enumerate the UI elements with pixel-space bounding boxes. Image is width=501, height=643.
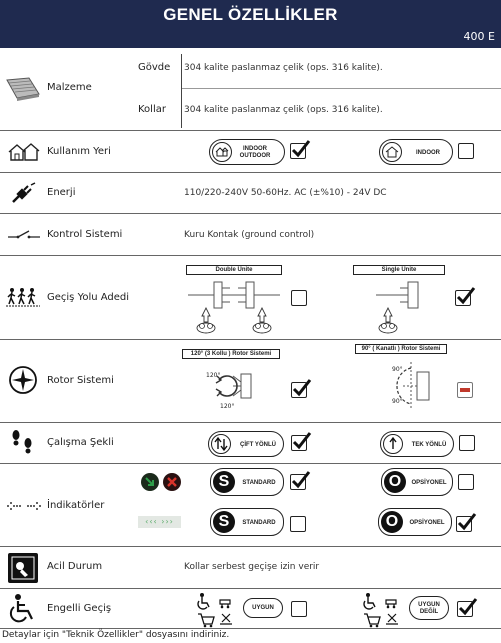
tek-yonlu-text: TEK YÖNLÜ: [411, 442, 447, 448]
single-unite-diagram: [368, 278, 438, 334]
uygun-checkbox[interactable]: [291, 601, 307, 617]
rotor-120-caption: 120° (3 Kollu ) Rotor Sistemi: [182, 349, 280, 359]
opsiyonel-text-1: OPSİYONEL: [411, 480, 447, 486]
standard-2-checkbox[interactable]: [290, 516, 306, 532]
single-unite-checkbox[interactable]: [455, 290, 471, 306]
led-arrow-display: ‹‹‹ ›››: [138, 516, 181, 528]
tek-yonlu-badge: [380, 431, 454, 457]
indoor-outdoor-icon: [212, 142, 232, 162]
row-engelli: [0, 589, 501, 629]
calisma-label: Çalışma Şekli: [47, 437, 114, 448]
rotor-icon: [8, 365, 38, 395]
uygun-degil-checkbox[interactable]: [457, 601, 473, 617]
model-label: 400 E: [463, 30, 495, 43]
double-unite-caption: Double Ünite: [186, 265, 282, 275]
outdoor-text: OUTDOOR: [239, 153, 271, 159]
walking-people-icon: [6, 286, 40, 308]
kollar-value: 304 kalite paslanmaz çelik (ops. 316 kalite).: [184, 105, 383, 115]
malzeme-divider: [181, 54, 182, 128]
single-unite-caption: Single Ünite: [353, 265, 445, 275]
power-plug-icon: [9, 182, 37, 206]
indoor-only-text: INDOOR: [416, 150, 440, 156]
house-icon: [7, 141, 41, 163]
unidirectional-icon: [383, 434, 403, 454]
malzeme-inner-divider: [182, 88, 501, 89]
standard-badge-1: [210, 468, 284, 496]
govde-value: 304 kalite paslanmaz çelik (ops. 316 kalite).: [184, 63, 383, 73]
opsiyonel-text-2: OPSİYONEL: [409, 520, 445, 526]
row-calisma: [0, 423, 501, 464]
steel-sheet-icon: [5, 74, 41, 104]
row-rotor: [0, 340, 501, 423]
row-gecis: [0, 256, 501, 340]
kontrol-label: Kontrol Sistemi: [47, 229, 123, 240]
cift-yonlu-badge: [208, 431, 284, 457]
standard-letter-2: S: [213, 511, 235, 533]
row-kontrol: [0, 214, 501, 256]
rotor-120-angle-b: 120°: [220, 403, 235, 410]
indikator-label: İndikatörler: [47, 500, 105, 511]
indoor-outdoor-checkbox[interactable]: [290, 143, 306, 159]
enerji-label: Enerji: [47, 187, 76, 198]
row-indikator: [0, 464, 501, 547]
emergency-button-icon: [8, 553, 38, 583]
uygun-degil-text-b: DEĞİL: [419, 609, 439, 615]
kontrol-value: Kuru Kontak (ground control): [184, 230, 315, 240]
wheelchair-icon: [8, 593, 36, 623]
footer-note: Detaylar için "Teknik Özellikler" dosyasını indiriniz.: [2, 630, 230, 640]
double-unite-checkbox[interactable]: [291, 290, 307, 306]
opsiyonel-badge-2: [378, 508, 452, 536]
kullanim-label: Kullanım Yeri: [47, 146, 111, 157]
cift-yonlu-checkbox[interactable]: [291, 435, 307, 451]
acil-label: Acil Durum: [47, 561, 103, 572]
minus-indicator: [460, 388, 470, 392]
rotor-120-angle-a: 120°: [206, 372, 221, 379]
uygun-degil-badge: [409, 596, 449, 620]
govde-label: Gövde: [138, 62, 171, 73]
opsiyonel-badge-1: [381, 468, 453, 496]
row-malzeme: [0, 48, 501, 131]
standard-1-checkbox[interactable]: [290, 474, 306, 490]
indoor-text: INDOOR: [243, 146, 267, 152]
standard-letter-1: S: [213, 471, 235, 493]
page-title: GENEL ÖZELLİKLER: [163, 5, 338, 24]
green-arrow-light-icon: [141, 473, 159, 491]
bidirectional-icon: [211, 434, 231, 454]
red-cross-light-icon: [163, 473, 181, 491]
acil-value: Kollar serbest geçişe izin verir: [184, 562, 320, 572]
switch-icon: [7, 229, 41, 241]
rotor-90-checkbox[interactable]: [457, 382, 473, 398]
row-enerji: [0, 173, 501, 214]
standard-text-2: STANDARD: [242, 520, 276, 526]
indoor-checkbox[interactable]: [458, 143, 474, 159]
gecis-label: Geçiş Yolu Adedi: [47, 292, 130, 303]
accessibility-icons-2: [362, 592, 402, 628]
rotor-90-angle-b: 90°: [392, 398, 403, 405]
accessibility-icons-1: [196, 592, 236, 628]
standard-badge-2: [210, 508, 284, 536]
opsiyonel-letter-2: O: [381, 511, 403, 533]
cift-yonlu-text: ÇİFT YÖNLÜ: [240, 442, 276, 448]
arrows-indicator-icon: [6, 499, 42, 513]
uygun-degil-text-a: UYGUN: [418, 602, 440, 608]
page-header: [0, 0, 501, 48]
rotor-90-angle-a: 90°: [392, 366, 403, 373]
opsiyonel-1-checkbox[interactable]: [458, 474, 474, 490]
row-acil: [0, 547, 501, 589]
indoor-icon: [382, 142, 402, 162]
malzeme-label: Malzeme: [47, 82, 92, 93]
indoor-outdoor-badge: [209, 139, 285, 165]
opsiyonel-letter-1: O: [384, 471, 406, 493]
double-unite-diagram: [184, 278, 284, 334]
kollar-label: Kollar: [138, 104, 166, 115]
tek-yonlu-checkbox[interactable]: [459, 435, 475, 451]
rotor-90-caption: 90° ( Kanatlı ) Rotor Sistemi: [355, 344, 447, 354]
uygun-text: UYGUN: [252, 605, 274, 611]
enerji-value: 110/220-240V 50-60Hz. AC (±%10) - 24V DC: [184, 188, 387, 198]
opsiyonel-2-checkbox[interactable]: [456, 516, 472, 532]
standard-text-1: STANDARD: [242, 480, 276, 486]
uygun-badge: [243, 598, 283, 618]
rotor-120-checkbox[interactable]: [291, 382, 307, 398]
engelli-label: Engelli Geçiş: [47, 603, 112, 614]
footprints-icon: [8, 429, 38, 457]
rotor-label: Rotor Sistemi: [47, 375, 114, 386]
indoor-badge: [379, 139, 453, 165]
row-kullanim: [0, 131, 501, 173]
